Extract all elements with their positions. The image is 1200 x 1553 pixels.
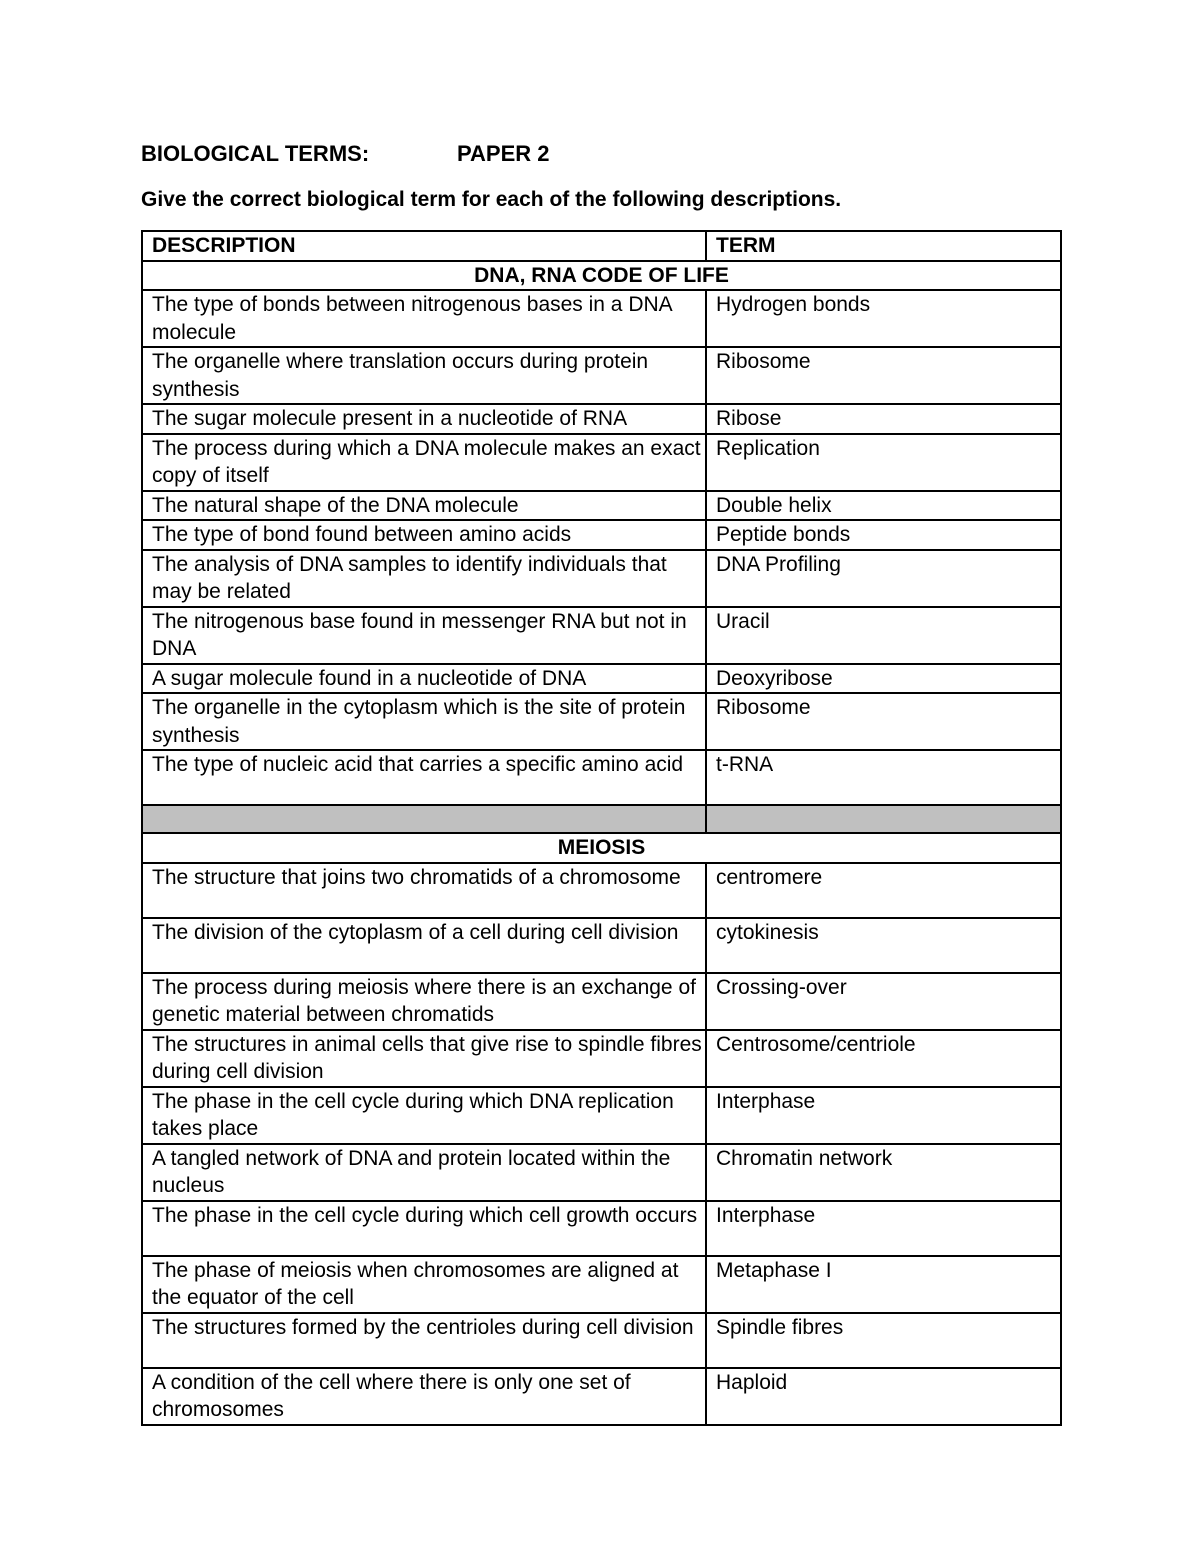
description-cell: A condition of the cell where there is only one set of chromosomes <box>142 1368 706 1425</box>
description-column-header: DESCRIPTION <box>142 231 706 261</box>
table-header-row <box>142 231 1061 261</box>
term-cell: Metaphase I <box>706 1256 1061 1313</box>
table-row <box>142 1256 1061 1313</box>
term-cell: cytokinesis <box>706 918 1061 973</box>
shaded-separator-row <box>142 805 1061 833</box>
shaded-cell <box>142 805 706 833</box>
section-title: MEIOSIS <box>142 833 1061 863</box>
term-cell: Interphase <box>706 1087 1061 1144</box>
table-row <box>142 750 1061 805</box>
term-cell: Ribose <box>706 404 1061 434</box>
description-cell: The structure that joins two chromatids of a chromosome <box>142 863 706 918</box>
table-row <box>142 1030 1061 1087</box>
section-title: DNA, RNA CODE OF LIFE <box>142 261 1061 291</box>
term-cell: Ribosome <box>706 347 1061 404</box>
term-cell: Haploid <box>706 1368 1061 1425</box>
term-cell: Ribosome <box>706 693 1061 750</box>
table-row <box>142 1368 1061 1425</box>
description-cell: The process during which a DNA molecule makes an exact copy of itself <box>142 434 706 491</box>
description-cell: The nitrogenous base found in messenger RNA but not in DNA <box>142 607 706 664</box>
description-cell: The phase in the cell cycle during which cell growth occurs <box>142 1201 706 1256</box>
term-cell: Crossing-over <box>706 973 1061 1030</box>
term-cell: DNA Profiling <box>706 550 1061 607</box>
table-row <box>142 693 1061 750</box>
term-cell: Peptide bonds <box>706 520 1061 550</box>
paper-label: PAPER 2 <box>457 141 550 166</box>
term-cell: Deoxyribose <box>706 664 1061 694</box>
description-cell: The process during meiosis where there is an exchange of genetic material between chromatids <box>142 973 706 1030</box>
term-cell: Interphase <box>706 1201 1061 1256</box>
description-cell: A sugar molecule found in a nucleotide of DNA <box>142 664 706 694</box>
instructions: Give the correct biological term for each of the following descriptions. <box>141 188 842 211</box>
term-cell: Hydrogen bonds <box>706 290 1061 347</box>
description-cell: The organelle in the cytoplasm which is the site of protein synthesis <box>142 693 706 750</box>
description-cell: The type of bonds between nitrogenous bases in a DNA molecule <box>142 290 706 347</box>
description-cell: A tangled network of DNA and protein located within the nucleus <box>142 1144 706 1201</box>
terms-table <box>141 230 1062 1426</box>
table-row <box>142 404 1061 434</box>
table-row <box>142 347 1061 404</box>
description-cell: The division of the cytoplasm of a cell during cell division <box>142 918 706 973</box>
table-row <box>142 290 1061 347</box>
description-cell: The structures in animal cells that give rise to spindle fibres during cell division <box>142 1030 706 1087</box>
shaded-cell <box>706 805 1061 833</box>
description-cell: The phase of meiosis when chromosomes are aligned at the equator of the cell <box>142 1256 706 1313</box>
section-header-meiosis <box>142 833 1061 863</box>
table-row <box>142 1201 1061 1256</box>
table-row <box>142 607 1061 664</box>
description-cell: The analysis of DNA samples to identify individuals that may be related <box>142 550 706 607</box>
title-text: BIOLOGICAL TERMS: <box>141 141 370 166</box>
table-row <box>142 1087 1061 1144</box>
description-cell: The sugar molecule present in a nucleotide of RNA <box>142 404 706 434</box>
term-cell: Double helix <box>706 491 1061 521</box>
term-cell: Centrosome/centriole <box>706 1030 1061 1087</box>
term-cell: Uracil <box>706 607 1061 664</box>
term-column-header: TERM <box>706 231 1061 261</box>
description-cell: The structures formed by the centrioles during cell division <box>142 1313 706 1368</box>
term-cell: t-RNA <box>706 750 1061 805</box>
table-row <box>142 1313 1061 1368</box>
page-title <box>141 141 550 167</box>
description-cell: The natural shape of the DNA molecule <box>142 491 706 521</box>
description-cell: The type of nucleic acid that carries a specific amino acid <box>142 750 706 805</box>
term-cell: Chromatin network <box>706 1144 1061 1201</box>
table-row <box>142 550 1061 607</box>
table-row <box>142 491 1061 521</box>
table-row <box>142 434 1061 491</box>
term-cell: centromere <box>706 863 1061 918</box>
table-row <box>142 1144 1061 1201</box>
term-cell: Spindle fibres <box>706 1313 1061 1368</box>
table-row <box>142 973 1061 1030</box>
section-header-dna <box>142 261 1061 291</box>
table-row <box>142 863 1061 918</box>
table-row <box>142 520 1061 550</box>
description-cell: The type of bond found between amino acids <box>142 520 706 550</box>
table-row <box>142 918 1061 973</box>
description-cell: The organelle where translation occurs during protein synthesis <box>142 347 706 404</box>
term-cell: Replication <box>706 434 1061 491</box>
table-row <box>142 664 1061 694</box>
description-cell: The phase in the cell cycle during which DNA replication takes place <box>142 1087 706 1144</box>
